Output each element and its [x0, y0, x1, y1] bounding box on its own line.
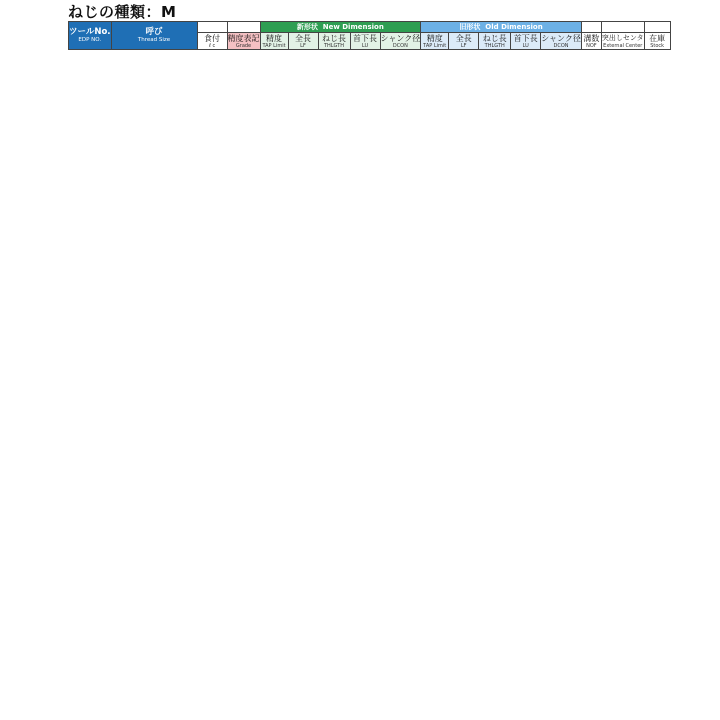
header-old-shank: シャンク径 DCON	[541, 33, 581, 49]
header-chamfer: 食付 ℓ c	[197, 33, 227, 50]
header-new-dimension: 新形状 New Dimension	[260, 22, 421, 33]
header-stock-spacer	[644, 22, 670, 33]
header-nominal: 呼び Thread Size	[111, 22, 197, 50]
header-new-accuracy: 精度 TAP Limit	[260, 33, 288, 50]
header-stock: 在庫 Stock	[644, 33, 670, 50]
header-new-shank: シャンク径 DCON	[380, 33, 421, 49]
header-old-lf: 全長 LF	[449, 33, 479, 50]
header-tool-no: ツールNo. EDP NO.	[69, 22, 112, 50]
header-flutes-spacer	[581, 22, 601, 33]
page-title: ねじの種類：M	[68, 3, 177, 21]
header-chamfer-spacer	[197, 22, 227, 33]
header-grade: 精度表記 Grade	[227, 33, 260, 49]
header-old-dimension: 旧形状 Old Dimension	[421, 22, 582, 33]
header-center-spacer	[601, 22, 644, 33]
header-new-thread-length: ねじ長 THLGTH	[318, 33, 350, 50]
header-old-neck-length: 首下長 LU	[511, 33, 541, 50]
header-grade-spacer	[227, 22, 260, 33]
header-old-thread-length: ねじ長 THLGTH	[479, 33, 511, 50]
header-new-neck-length: 首下長 LU	[350, 33, 380, 50]
header-flutes: 溝数 NOF	[583, 33, 600, 49]
header-center: 突出しセンタ External Center	[601, 34, 644, 49]
header-old-accuracy: 精度 TAP Limit	[421, 33, 449, 50]
header-new-lf: 全長 LF	[288, 33, 318, 50]
tap-spec-table	[68, 21, 671, 50]
